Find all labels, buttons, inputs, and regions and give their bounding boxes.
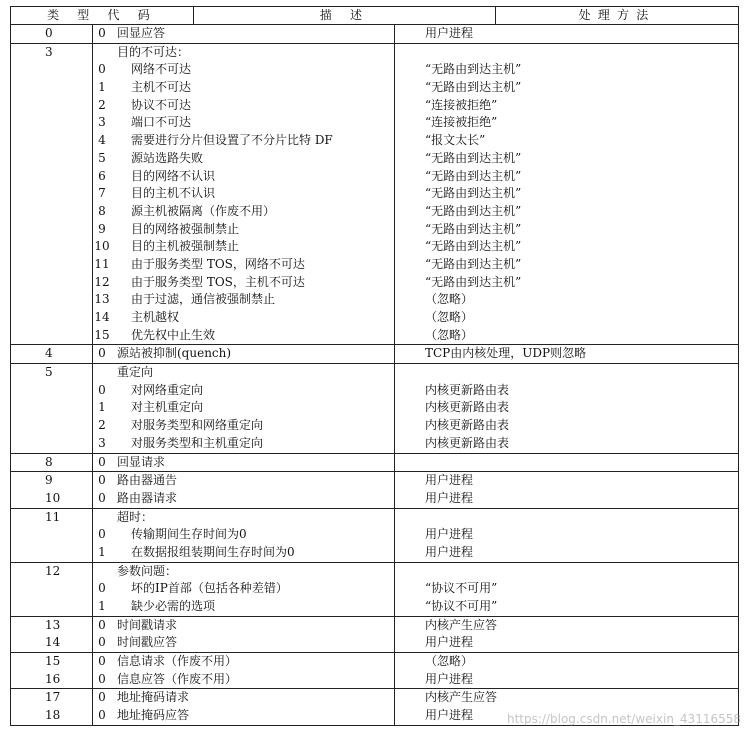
handling-cell: “无路由到达主机” xyxy=(425,186,522,201)
description-cell: 对主机重定向 xyxy=(93,399,395,417)
code-value: 9 xyxy=(98,221,106,236)
code-cell xyxy=(0,185,106,203)
table-row xyxy=(11,580,738,598)
description-cell: 主机越权 xyxy=(93,309,395,327)
handling-cell: （忽略） xyxy=(425,292,474,307)
description-cell: 需要进行分片但设置了不分片比特 DF xyxy=(93,132,395,150)
handling-cell: 用户进程 xyxy=(425,26,474,40)
code-cell xyxy=(0,203,106,221)
code-cell xyxy=(0,544,106,562)
table-row xyxy=(11,238,738,256)
table-row xyxy=(11,509,738,527)
handling-cell xyxy=(395,563,738,581)
type-cell: 17 xyxy=(45,690,61,705)
code-cell xyxy=(0,671,106,689)
table-row xyxy=(11,689,738,707)
code-value: 0 xyxy=(98,382,106,397)
code-value: 15 xyxy=(94,327,110,342)
table-row xyxy=(11,132,738,150)
row-group xyxy=(11,509,738,563)
code-cell xyxy=(0,653,106,671)
code-cell xyxy=(0,526,106,544)
description-cell: 主机不可达 xyxy=(93,79,395,97)
code-cell xyxy=(0,689,106,707)
description-cell: 目的主机被强制禁止 xyxy=(93,238,395,256)
handling-cell: “无路由到达主机” xyxy=(425,256,522,271)
table-row xyxy=(11,472,738,490)
code-cell xyxy=(0,44,93,62)
code-value: 7 xyxy=(98,186,106,201)
handling-cell: 用户进程 xyxy=(425,671,474,686)
handling-cell: “无路由到达主机” xyxy=(425,62,522,77)
description-cell: 源站被抑制(quench) xyxy=(93,345,395,363)
code-cell xyxy=(0,634,106,652)
table-row xyxy=(11,150,738,168)
type-cell: 0 xyxy=(45,26,53,40)
code-value: 4 xyxy=(98,133,106,148)
code-cell xyxy=(0,61,106,79)
description-cell: 坏的IP首部（包括各种差错） xyxy=(93,580,395,598)
code-cell xyxy=(0,345,106,363)
description-cell: 参数问题： xyxy=(93,563,395,581)
type-cell: 11 xyxy=(45,509,61,524)
row-group xyxy=(11,25,738,44)
description-cell: 优先权中止生效 xyxy=(93,327,395,345)
code-value: 0 xyxy=(98,690,106,705)
code-value: 0 xyxy=(98,708,106,723)
table-row xyxy=(11,291,738,309)
code-value: 0 xyxy=(98,581,106,596)
code-cell xyxy=(0,382,106,400)
handling-cell: “协议不可用” xyxy=(425,599,498,613)
handling-cell: 内核产生应答 xyxy=(425,617,498,632)
code-cell xyxy=(0,399,106,417)
code-cell xyxy=(0,132,106,150)
row-group xyxy=(11,653,738,689)
code-value: 1 xyxy=(98,80,106,95)
type-cell: 12 xyxy=(45,563,61,578)
code-cell xyxy=(0,490,106,508)
code-value: 13 xyxy=(94,292,110,307)
handling-cell: “无路由到达主机” xyxy=(425,274,522,289)
handling-cell: （忽略） xyxy=(425,654,474,669)
description-cell: 地址掩码请求 xyxy=(93,689,395,707)
table-row xyxy=(11,490,738,508)
table-header xyxy=(11,7,738,25)
table-row xyxy=(11,221,738,239)
handling-cell: “无路由到达主机” xyxy=(425,239,522,254)
handling-cell: 用户进程 xyxy=(425,544,474,559)
handling-cell: 用户进程 xyxy=(425,527,474,542)
header-description: 描 述 xyxy=(194,7,496,24)
table-row xyxy=(11,203,738,221)
description-cell: 源站选路失败 xyxy=(93,150,395,168)
description-cell: 传输期间生存时间为0 xyxy=(93,526,395,544)
header-handling: 处理方法 xyxy=(578,8,656,22)
code-cell xyxy=(0,364,93,382)
code-value: 0 xyxy=(98,635,106,650)
code-cell xyxy=(0,707,106,725)
type-cell: 18 xyxy=(45,708,61,723)
code-cell xyxy=(0,25,106,43)
code-cell xyxy=(0,454,106,472)
code-value: 6 xyxy=(98,168,106,183)
handling-cell: 用户进程 xyxy=(425,490,474,505)
code-value: 0 xyxy=(98,26,106,40)
handling-cell: “无路由到达主机” xyxy=(425,80,522,95)
code-cell xyxy=(0,563,93,581)
handling-cell: 用户进程 xyxy=(425,708,474,723)
code-value: 2 xyxy=(98,418,106,433)
handling-cell: “协议不可用” xyxy=(425,581,498,596)
row-group xyxy=(11,364,738,453)
code-cell xyxy=(0,327,110,345)
table-row xyxy=(11,364,738,382)
description-cell: 源主机被隔离（作废不用） xyxy=(93,203,395,221)
code-cell xyxy=(0,435,106,453)
handling-cell xyxy=(395,509,738,527)
description-cell: 目的网络被强制禁止 xyxy=(93,221,395,239)
description-cell: 由于服务类型 TOS，网络不可达 xyxy=(93,256,395,274)
code-value: 0 xyxy=(98,454,106,469)
table-row xyxy=(11,309,738,327)
code-cell xyxy=(0,291,110,309)
table-body xyxy=(11,25,738,725)
row-group xyxy=(11,472,738,508)
handling-cell: 用户进程 xyxy=(425,473,474,488)
row-group xyxy=(11,563,738,617)
handling-cell: “无路由到达主机” xyxy=(425,221,522,236)
code-cell xyxy=(0,580,106,598)
code-cell xyxy=(0,274,110,292)
description-cell: 目的主机不认识 xyxy=(93,185,395,203)
handling-cell xyxy=(395,454,738,472)
watermark: https://blog.csdn.net/weixin_43116558 xyxy=(506,712,741,726)
table-row xyxy=(11,454,738,472)
description-cell: 对服务类型和主机重定向 xyxy=(93,435,395,453)
code-value: 1 xyxy=(98,599,106,613)
header-type-code: 类 型 代 码 xyxy=(11,7,194,24)
code-value: 14 xyxy=(94,310,110,324)
code-cell xyxy=(0,79,106,97)
code-value: 1 xyxy=(98,544,106,559)
type-cell: 14 xyxy=(45,635,61,650)
description-cell: 目的网络不认识 xyxy=(93,168,395,186)
handling-cell xyxy=(395,44,738,62)
table-row xyxy=(11,79,738,97)
type-cell: 13 xyxy=(45,617,61,632)
row-group xyxy=(11,454,738,473)
code-value: 5 xyxy=(98,150,106,165)
code-cell xyxy=(0,472,106,490)
code-value: 3 xyxy=(98,115,106,130)
type-cell: 16 xyxy=(45,671,61,686)
table-row xyxy=(11,256,738,274)
description-cell: 协议不可达 xyxy=(93,97,395,115)
table-row xyxy=(11,61,738,79)
handling-cell: 用户进程 xyxy=(425,635,474,650)
code-cell xyxy=(0,97,106,115)
description-cell: 由于过滤，通信被强制禁止 xyxy=(93,291,395,309)
code-value: 2 xyxy=(98,97,106,112)
handling-cell: “连接被拒绝” xyxy=(425,115,498,130)
code-value: 11 xyxy=(94,256,110,271)
table-row xyxy=(11,185,738,203)
description-cell: 时间戳应答 xyxy=(93,634,395,652)
type-cell: 10 xyxy=(45,490,61,505)
description-cell: 目的不可达： xyxy=(93,44,395,62)
code-value: 0 xyxy=(98,473,106,488)
code-value: 0 xyxy=(98,346,106,361)
description-cell: 由于服务类型 TOS，主机不可达 xyxy=(93,274,395,292)
description-cell: 重定向 xyxy=(93,364,395,382)
code-cell xyxy=(0,221,106,239)
description-cell: 网络不可达 xyxy=(93,61,395,79)
handling-cell: “连接被拒绝” xyxy=(425,97,498,112)
code-cell xyxy=(0,309,110,327)
code-value: 0 xyxy=(98,654,106,669)
code-value: 0 xyxy=(98,527,106,542)
table-row xyxy=(11,97,738,115)
table-row xyxy=(11,168,738,186)
table-row xyxy=(11,44,738,62)
type-cell: 3 xyxy=(45,44,53,59)
description-cell: 缺少必需的选项 xyxy=(93,598,395,616)
handling-cell: “报文太长” xyxy=(425,133,486,148)
table-row xyxy=(11,544,738,562)
handling-cell: 内核更新路由表 xyxy=(425,400,510,415)
description-cell: 超时： xyxy=(93,509,395,527)
type-cell: 15 xyxy=(45,654,61,669)
code-value: 8 xyxy=(98,203,106,218)
code-value: 1 xyxy=(98,400,106,415)
table-row xyxy=(11,417,738,435)
type-cell: 8 xyxy=(45,454,53,469)
table-row xyxy=(11,399,738,417)
handling-cell: 内核产生应答 xyxy=(425,690,498,705)
table-row xyxy=(11,382,738,400)
table-row xyxy=(11,617,738,635)
code-value: 0 xyxy=(98,671,106,686)
type-cell: 4 xyxy=(45,346,53,361)
table-row xyxy=(11,274,738,292)
handling-cell xyxy=(395,364,738,382)
description-cell: 在数据报组装期间生存时间为0 xyxy=(93,544,395,562)
row-group xyxy=(11,617,738,653)
code-value: 3 xyxy=(98,435,106,450)
code-cell xyxy=(0,238,110,256)
code-cell xyxy=(0,256,110,274)
description-cell: 回显应答 xyxy=(93,25,395,43)
description-cell: 地址掩码应答 xyxy=(93,707,395,725)
handling-cell: “无路由到达主机” xyxy=(425,150,522,165)
table-row xyxy=(11,526,738,544)
row-group xyxy=(11,345,738,364)
handling-cell: “无路由到达主机” xyxy=(425,168,522,183)
description-cell: 回显请求 xyxy=(93,454,395,472)
code-value: 12 xyxy=(94,274,110,289)
icmp-type-table xyxy=(10,6,739,726)
table-row xyxy=(11,653,738,671)
type-cell: 9 xyxy=(45,473,53,488)
handling-cell: （忽略） xyxy=(425,310,474,324)
handling-cell: （忽略） xyxy=(425,327,474,342)
row-group xyxy=(11,44,738,346)
code-value: 0 xyxy=(98,617,106,632)
table-row xyxy=(11,435,738,453)
code-cell xyxy=(0,617,106,635)
code-cell xyxy=(0,114,106,132)
code-value: 0 xyxy=(98,490,106,505)
code-cell xyxy=(0,598,106,616)
table-row xyxy=(11,327,738,345)
code-cell xyxy=(0,417,106,435)
code-value: 10 xyxy=(94,239,110,254)
handling-cell: 内核更新路由表 xyxy=(425,435,510,450)
description-cell: 信息应答（作废不用） xyxy=(93,671,395,689)
description-cell: 对网络重定向 xyxy=(93,382,395,400)
description-cell: 时间戳请求 xyxy=(93,617,395,635)
handling-cell: TCP由内核处理，UDP则忽略 xyxy=(425,346,587,361)
table-row xyxy=(11,671,738,689)
code-cell xyxy=(0,509,93,527)
handling-cell: 内核更新路由表 xyxy=(425,418,510,433)
table-row xyxy=(11,563,738,581)
description-cell: 端口不可达 xyxy=(93,114,395,132)
description-cell: 路由器请求 xyxy=(93,490,395,508)
table-row xyxy=(11,114,738,132)
code-cell xyxy=(0,150,106,168)
code-cell xyxy=(0,168,106,186)
table-row xyxy=(11,598,738,616)
description-cell: 路由器通告 xyxy=(93,472,395,490)
type-cell: 5 xyxy=(45,365,53,380)
handling-cell: “无路由到达主机” xyxy=(425,203,522,218)
code-value: 0 xyxy=(98,62,106,77)
table-row xyxy=(11,634,738,652)
description-cell: 对服务类型和网络重定向 xyxy=(93,417,395,435)
handling-cell: 内核更新路由表 xyxy=(425,382,510,397)
table-row xyxy=(11,25,738,43)
description-cell: 信息请求（作废不用） xyxy=(93,653,395,671)
table-row xyxy=(11,345,738,363)
